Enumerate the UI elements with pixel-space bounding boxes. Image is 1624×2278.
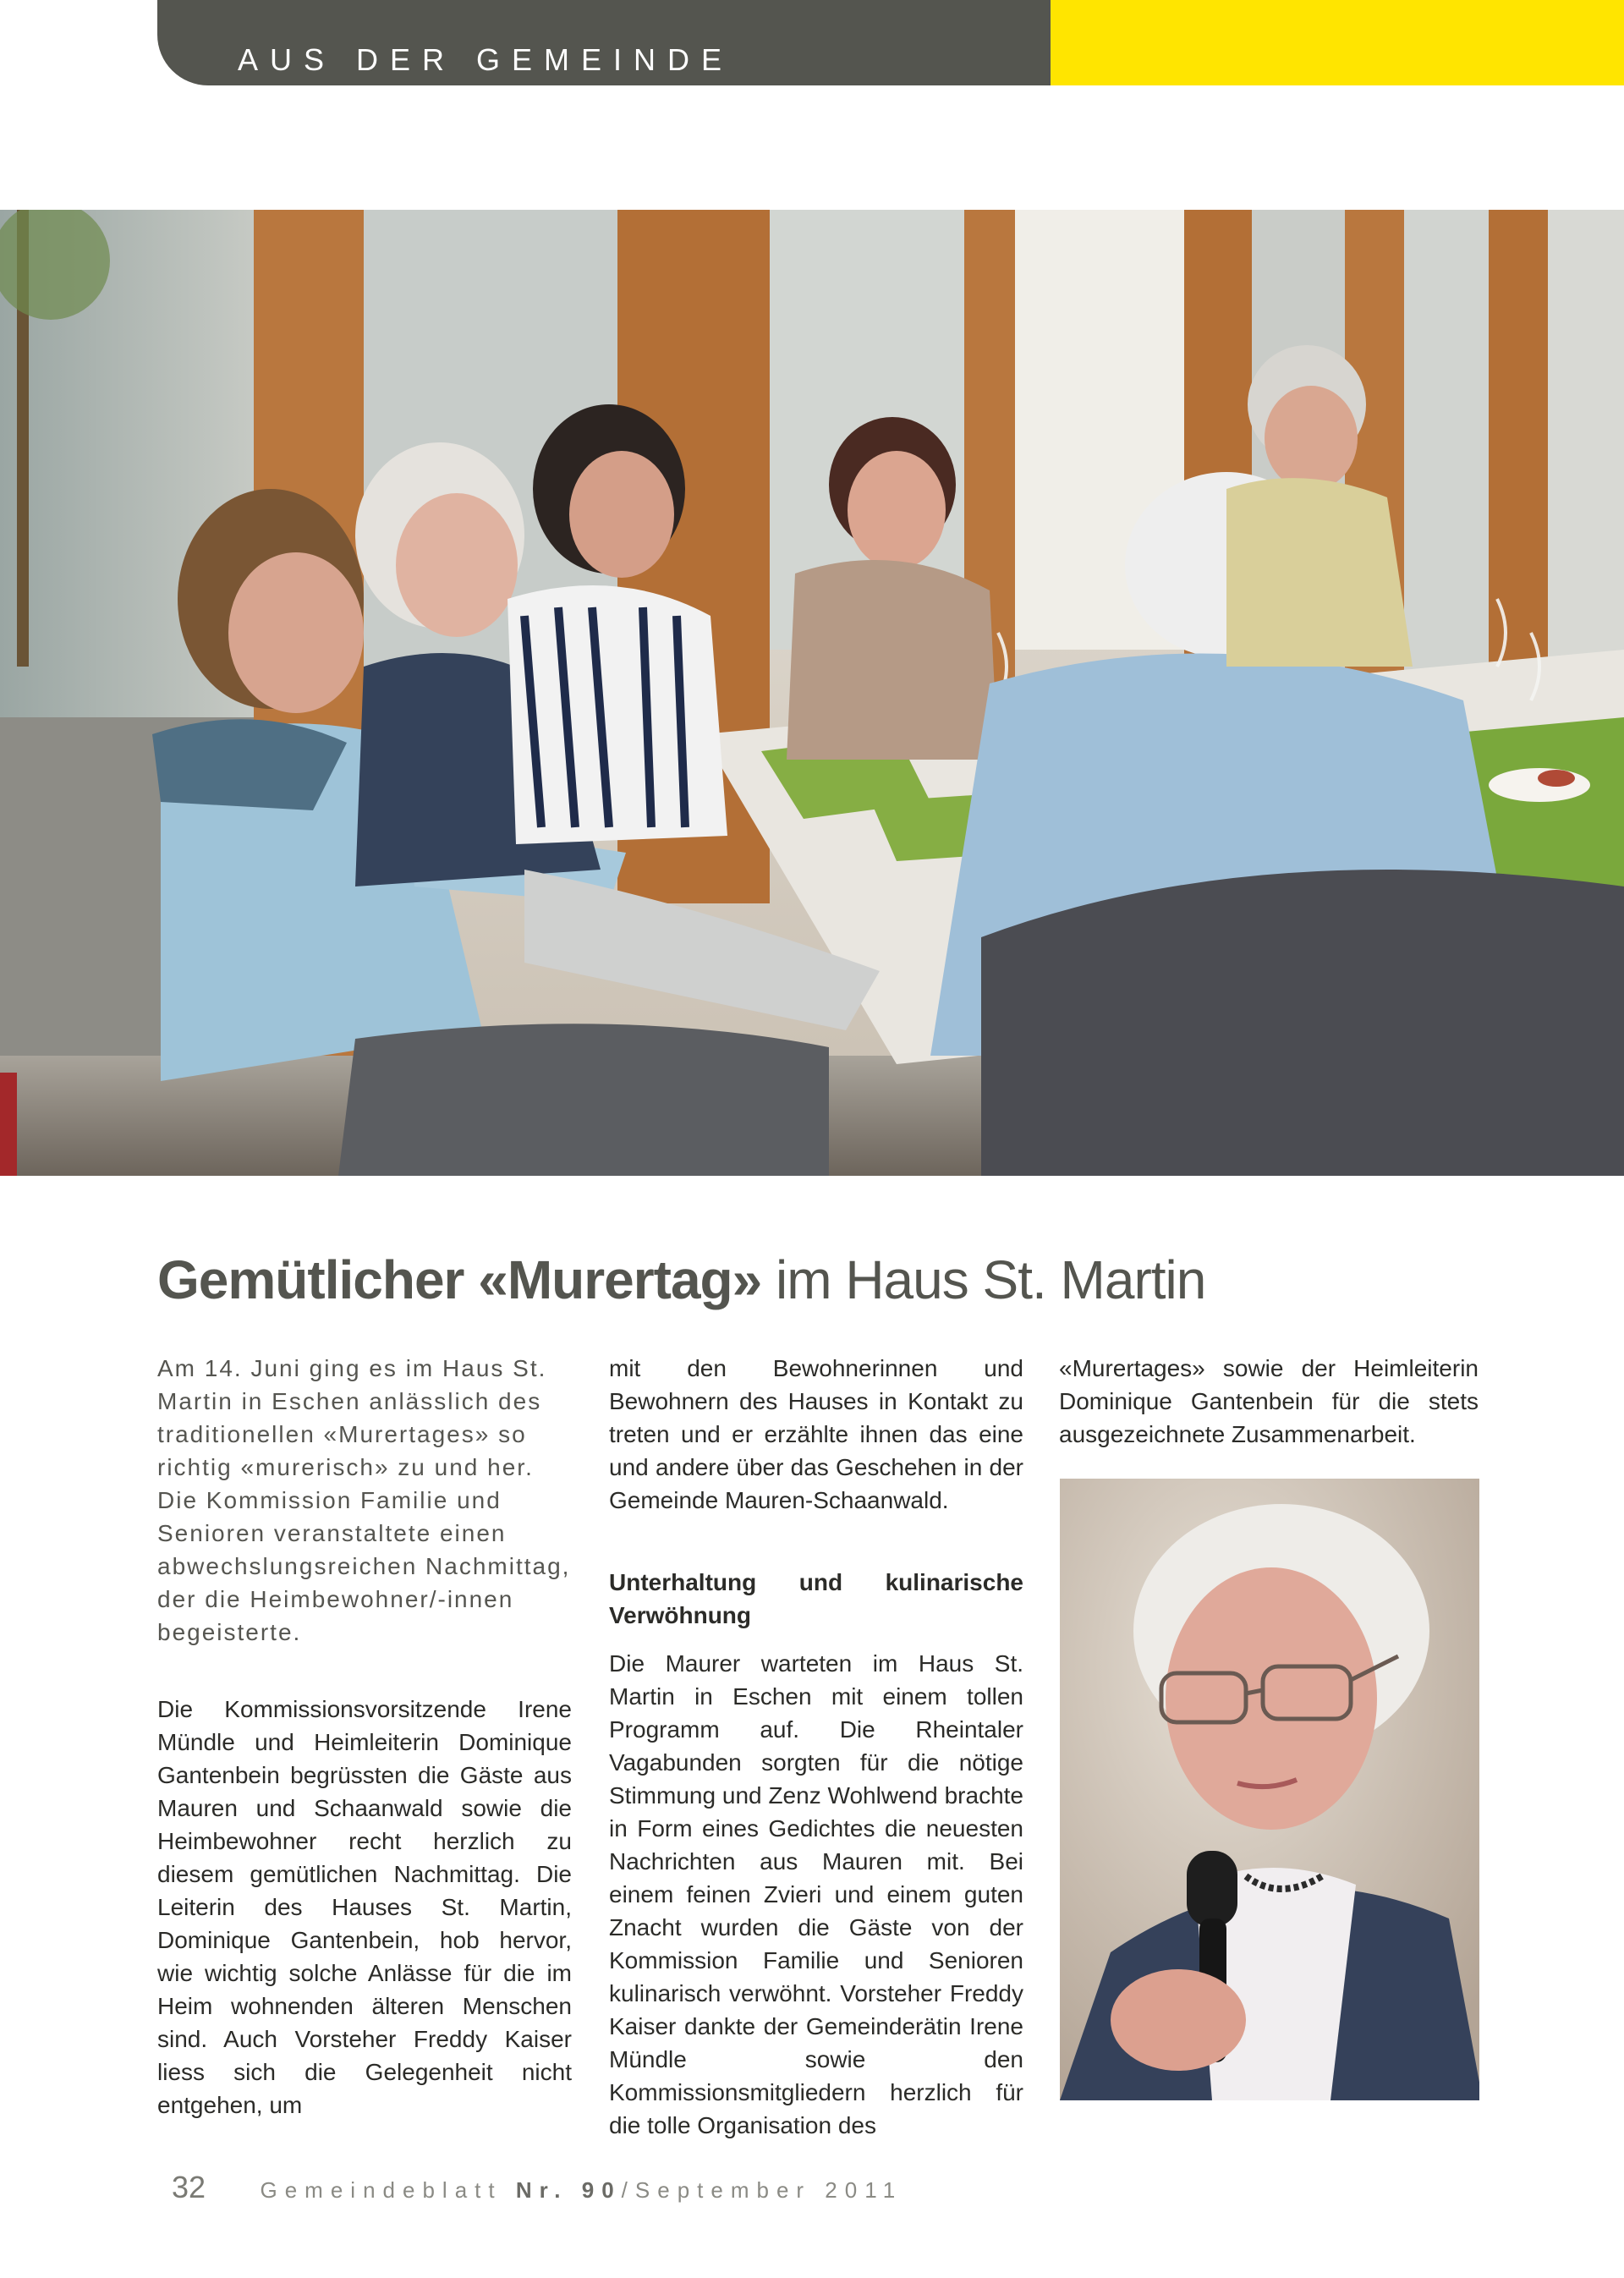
publication-name: Gemeindeblatt bbox=[260, 2177, 502, 2203]
article-column-1 bbox=[157, 1352, 572, 2122]
group-photo-illustration bbox=[0, 210, 1624, 1176]
article-title bbox=[157, 1250, 1595, 1309]
article-intro: Am 14. Juni ging es im Haus St. Martin in Eschen anlässlich des traditionellen «Murertages» so richtig «murerisch» zu und her. Die Kommission Familie und Senioren veranstaltete einen abwechslungsreichen Nachmittag, der die Heimbewohner/-innen begeisterte. bbox=[157, 1355, 571, 1645]
issue-date: /September 2011 bbox=[621, 2177, 903, 2203]
article-title-bold: Gemütlicher «Murertag» bbox=[157, 1249, 762, 1310]
group-photo bbox=[0, 210, 1624, 1176]
page-footer bbox=[172, 2170, 903, 2205]
article-paragraph: mit den Bewohnerinnen und Bewohnern des Hauses in Kontakt zu treten und er erzählte ihnen das eine und andere über das Geschehen in der Gemeinde Mauren-Schaanwald. bbox=[609, 1355, 1023, 1513]
article-paragraph: Die Maurer warteten im Haus St. Martin in Eschen mit einem tollen Programm auf. Die Rheintaler Vagabunden sorgten für die nötige Stimmung und Zenz Wohlwend brachte in Form eines Gedichtes die neuesten Nachrichten aus Mauren mit. Bei einem feinen Zvieri und einem guten Znacht wurden die Gäste von der Kommission Familie und Senioren kulinarisch verwöhnt. Vorsteher Freddy Kaiser dankte der Gemeinderätin Irene Mündle sowie den Kommissionsmitgliedern herzlich für die tolle Organisation des bbox=[609, 1650, 1023, 2138]
portrait-photo bbox=[1060, 1479, 1479, 2100]
issue-number: Nr. 90 bbox=[515, 2177, 622, 2203]
section-label: AUS DER GEMEINDE bbox=[238, 42, 734, 77]
header-accent-block bbox=[1051, 0, 1624, 85]
article-column-3 bbox=[1059, 1352, 1479, 1451]
article-paragraph: Die Kommissionsvorsitzende Irene Mündle und Heimleiterin Dominique Gantenbein begrüssten die Gäste aus Mauren und Schaanwald sowie die Heimbewohner recht herzlich zu diesem gemütlichen Nachmittag. Die Leiterin des Hauses St. Martin, Dominique Gantenbein, hob hervor, wie wichtig solche Anlässe für die im Heim wohnenden älteren Menschen sind. Auch Vorsteher Freddy Kaiser liess sich die Gelegenheit nicht entgehen, um bbox=[157, 1696, 572, 2118]
article-subheading: Unterhaltung und kulinarische Verwöhnung bbox=[609, 1569, 1023, 1628]
article-column-2 bbox=[609, 1352, 1023, 2142]
article-title-rest: im Haus St. Martin bbox=[761, 1249, 1206, 1310]
portrait-photo-illustration bbox=[1060, 1479, 1479, 2100]
page-number: 32 bbox=[172, 2170, 206, 2204]
publication-info bbox=[261, 2177, 903, 2203]
article-paragraph: «Murertages» sowie der Heimleiterin Dominique Gantenbein für die stets ausgezeichnete Zusammenarbeit. bbox=[1059, 1355, 1479, 1447]
